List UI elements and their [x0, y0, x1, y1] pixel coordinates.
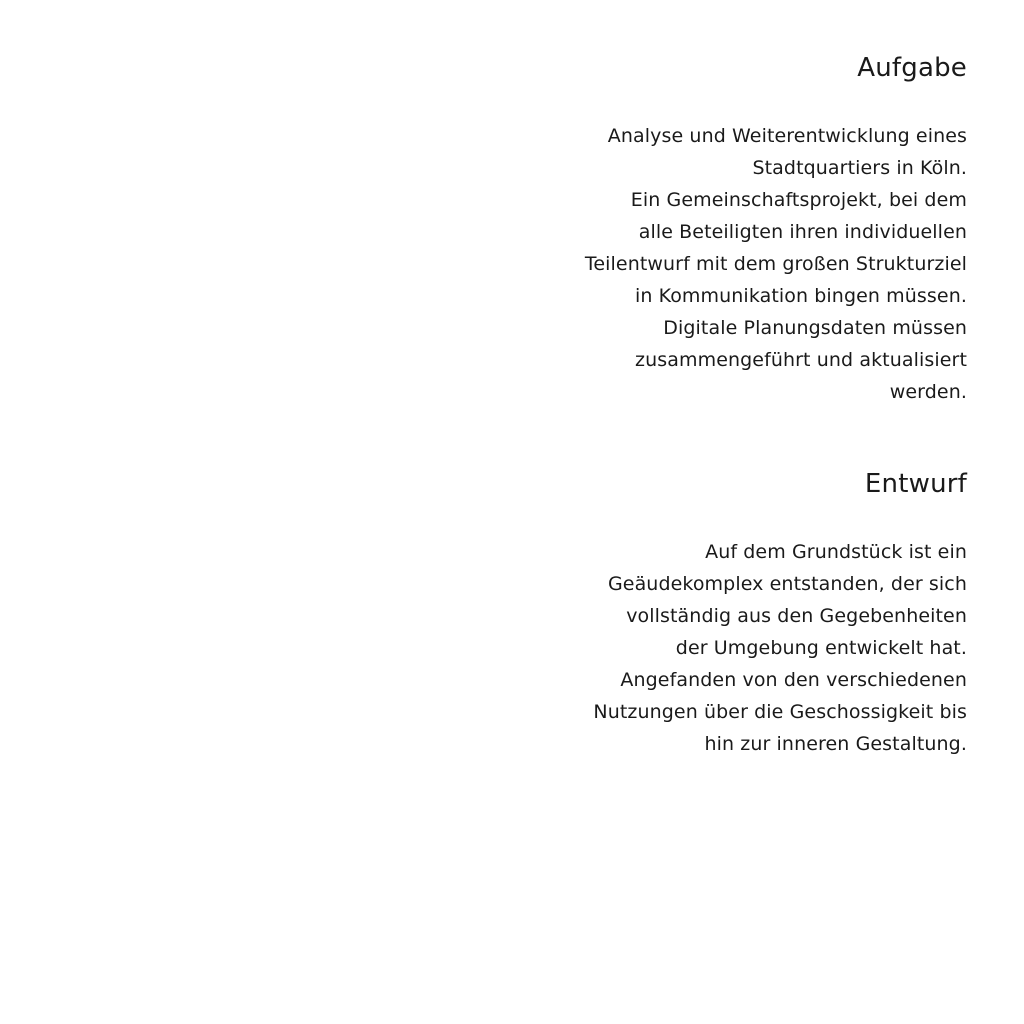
entwurf-section: [517, 466, 967, 760]
text-line: Ein Gemeinschaftsprojekt, bei dem: [630, 189, 967, 211]
text-line: Auf dem Grundstück ist ein: [705, 541, 967, 563]
text-line: Stadtquartiers in Köln.: [752, 157, 967, 179]
text-line: Nutzungen über die Geschossigkeit bis: [593, 701, 967, 723]
text-line: Angefanden von den verschiedenen: [620, 669, 967, 691]
aufgabe-section: [517, 50, 967, 408]
text-line: werden.: [889, 381, 967, 403]
text-line: Digitale Planungsdaten müssen: [663, 317, 967, 339]
text-line: der Umgebung entwickelt hat.: [675, 637, 967, 659]
text-line: alle Beteiligten ihren individuellen: [638, 221, 967, 243]
entwurf-text: [517, 536, 967, 760]
text-line: Teilentwurf mit dem großen Strukturziel: [584, 253, 967, 275]
text-line: in Kommunikation bingen müssen.: [634, 285, 967, 307]
entwurf-heading: Entwurf: [864, 469, 967, 499]
aufgabe-text: [517, 120, 967, 408]
text-line: hin zur inneren Gestaltung.: [704, 733, 967, 755]
text-line: Geäudekomplex entstanden, der sich: [607, 573, 967, 595]
text-line: vollständig aus den Gegebenheiten: [626, 605, 967, 627]
text-line: Analyse und Weiterentwicklung eines: [607, 125, 967, 147]
text-line: zusammengeführt und aktualisiert: [635, 349, 967, 371]
aufgabe-heading: Aufgabe: [857, 53, 967, 83]
